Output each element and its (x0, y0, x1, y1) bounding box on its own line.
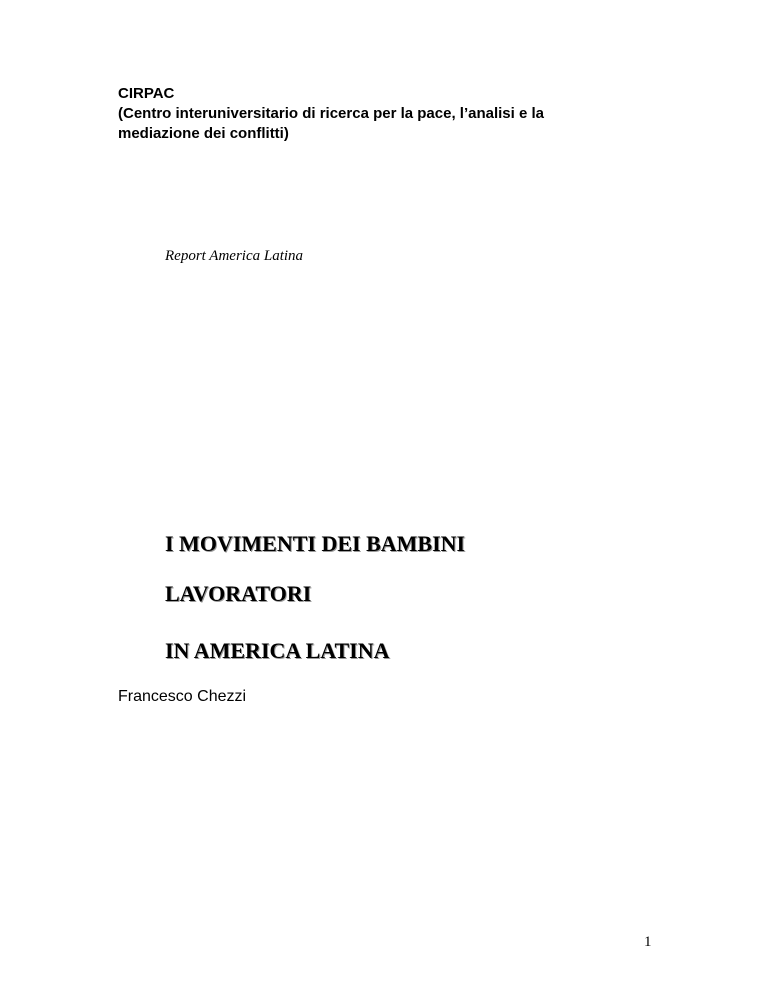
institution-name-line-1: (Centro interuniversitario di ricerca per la pace, l’analisi e la (118, 105, 544, 122)
institution-acronym: CIRPAC (118, 85, 175, 102)
page-number: 1 (644, 934, 652, 950)
institution-name-line-2: mediazione dei conflitti) (118, 125, 289, 142)
document-title-line-1: I MOVIMENTI DEI BAMBINI (165, 531, 466, 556)
report-label: Report America Latina (165, 248, 304, 264)
document-title-line-3: IN AMERICA LATINA (165, 638, 390, 663)
author-name: Francesco Chezzi (118, 688, 247, 705)
document-title-line-2: LAVORATORI (165, 581, 312, 606)
institution-header (118, 84, 678, 144)
